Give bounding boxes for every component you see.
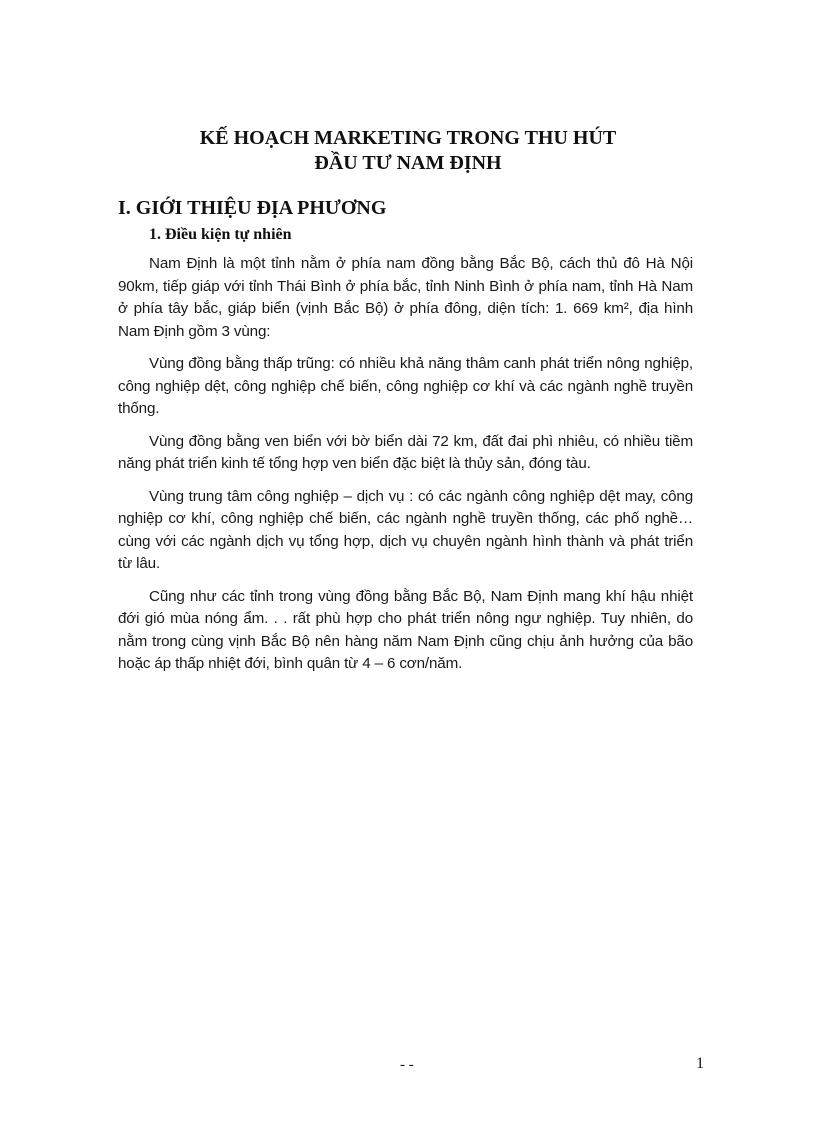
paragraph-lowland: Vùng đồng bằng thấp trũng: có nhiều khả năng thâm canh phát triển nông nghiệp, công nghiệp dệt, công nghiệp chế biến, công nghiệp cơ khí và các ngành nghề truyền thống. [118, 355, 693, 417]
footer-center-text: - - [400, 1057, 414, 1073]
title-line-1: KẾ HOẠCH MARKETING TRONG THU HÚT [199, 127, 617, 149]
page-number: 1 [696, 1055, 704, 1072]
title-line-2: ĐẦU TƯ NAM ĐỊNH [314, 152, 502, 174]
paragraph-location: Nam Định là một tỉnh nằm ở phía nam đồng bằng Bắc Bộ, cách thủ đô Hà Nội 90km, tiếp giáp với tỉnh Thái Bình ở phía bắc, tỉnh Ninh Bình ở phía nam, tỉnh Hà Nam ở phía tây bắc, giáp biển (vịnh Bắc Bộ) ở phía đông, diện tích: 1. 669 km², địa hình Nam Định gồm 3 vùng: [118, 255, 693, 340]
document-title [0, 126, 816, 176]
body-text [118, 253, 693, 686]
paragraph-coastal: Vùng đồng bằng ven biển với bờ biển dài 72 km, đất đai phì nhiêu, có nhiều tiềm năng phát triển kinh tế tổng hợp ven biển đặc biệt là thủy sản, đóng tàu. [118, 432, 693, 472]
subsection-heading: 1. Điều kiện tự nhiên [149, 226, 292, 243]
paragraph-industrial-center: Vùng trung tâm công nghiệp – dịch vụ : có các ngành công nghiệp dệt may, công nghiệp cơ khí, công nghiệp chế biến, các ngành nghề truyền thống, các phố nghề… cùng với các ngành dịch vụ tổng hợp, dịch vụ chuyên ngành hình thành và phát triển từ lâu. [118, 487, 693, 572]
section-heading: I. GIỚI THIỆU ĐỊA PHƯƠNG [118, 197, 387, 219]
paragraph-climate: Cũng như các tỉnh trong vùng đồng bằng Bắc Bộ, Nam Định mang khí hậu nhiệt đới gió mùa nóng ẩm. . . rất phù hợp cho phát triển nông ngư nghiệp. Tuy nhiên, do nằm trong cùng vịnh Bắc Bộ nên hàng năm Nam Định cũng chịu ảnh hưởng của bão hoặc áp thấp nhiệt đới, bình quân từ 4 – 6 cơn/năm. [118, 587, 693, 672]
